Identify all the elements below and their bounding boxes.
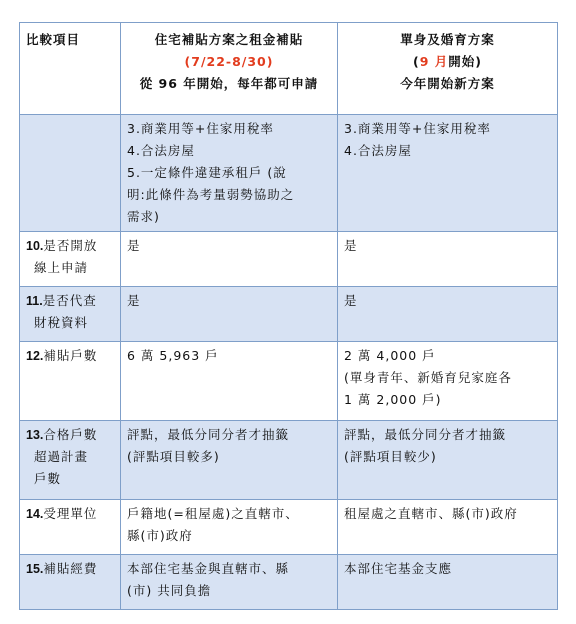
comparison-table — [19, 22, 558, 610]
table-row-continued — [20, 115, 558, 232]
row-number: 12. — [26, 349, 44, 363]
cell-text: 是 — [127, 238, 141, 253]
cell-text: 5.一定條件違建承租戶 (說 — [127, 165, 287, 180]
row-label-text: 補貼經費 — [43, 561, 98, 576]
cell-text: 2 萬 4,000 戶 — [344, 348, 436, 363]
header-col3-note: 今年開始新方案 — [400, 76, 495, 91]
cell-text: 3.商業用等+住家用稅率 — [344, 121, 491, 136]
table-row-subsidy-funding — [20, 555, 558, 610]
row-col2 — [121, 287, 338, 342]
table-row-accepting-unit — [20, 500, 558, 555]
cell-text: 4.合法房屋 — [127, 143, 195, 158]
header-col2-note: 從 96 年開始，每年都可申請 — [139, 76, 319, 91]
header-col2-dates: (7/22-8/30) — [184, 54, 274, 69]
row-label-empty — [20, 115, 121, 232]
cell-text: 戶籍地(=租屋處)之直轄市、 — [127, 506, 299, 521]
header-col2-title: 住宅補貼方案之租金補貼 — [154, 32, 304, 47]
cell-text: 評點，最低分同分者才抽籤 — [344, 427, 507, 442]
row-col3 — [338, 232, 558, 287]
cell-text: (單身青年、新婚育兒家庭各 — [344, 370, 512, 385]
row-number: 11. — [26, 294, 43, 308]
row-label-text: 超過計畫 — [34, 449, 89, 464]
row-label-text: 受理單位 — [43, 506, 98, 521]
cell-text: (評點項目較多) — [127, 449, 220, 464]
table-row-online-application — [20, 232, 558, 287]
header-single-marriage — [338, 23, 558, 115]
row-col3 — [338, 342, 558, 421]
row-col2 — [121, 421, 338, 500]
header-rent-subsidy — [121, 23, 338, 115]
row-col2 — [121, 342, 338, 421]
cell-text: 3.商業用等+住家用稅率 — [127, 121, 274, 136]
cell-text: 1 萬 2,000 戶) — [344, 392, 442, 407]
row-col3 — [338, 500, 558, 555]
header-col3-title: 單身及婚育方案 — [400, 32, 495, 47]
row-number: 15. — [26, 562, 44, 576]
row-label-text: 財稅資料 — [34, 315, 89, 330]
row-number: 13. — [26, 428, 44, 442]
row-col2 — [121, 555, 338, 610]
cell-text: 6 萬 5,963 戶 — [127, 348, 219, 363]
cell-text: 縣(市)政府 — [127, 528, 193, 543]
row-col2 — [121, 232, 338, 287]
row-label-text: 戶數 — [34, 471, 62, 486]
table-row-tax-data — [20, 287, 558, 342]
cell-text: 租屋處之直轄市、縣(市)政府 — [344, 506, 518, 521]
cell-text: (市) 共同負擔 — [127, 583, 212, 598]
header-col3-month — [344, 51, 551, 73]
cell-text: 4.合法房屋 — [344, 143, 412, 158]
cell-text: 是 — [344, 293, 358, 308]
row-label-text: 補貼戶數 — [43, 348, 98, 363]
cell-text: 評點，最低分同分者才抽籤 — [127, 427, 290, 442]
row-label-text: 是否開放 — [43, 238, 98, 253]
table-header-row — [20, 23, 558, 115]
cell-text: 是 — [127, 293, 141, 308]
header-col3-month-rest: 開始) — [448, 54, 482, 69]
row-label — [20, 287, 121, 342]
cell-text: 需求) — [127, 209, 160, 224]
row-col3 — [338, 287, 558, 342]
cell-text: 本部住宅基金支應 — [344, 561, 453, 576]
row-label-text: 線上申請 — [34, 260, 89, 275]
row-continued-col2 — [121, 115, 338, 232]
row-label — [20, 342, 121, 421]
row-continued-col3 — [338, 115, 558, 232]
row-label — [20, 500, 121, 555]
header-col3-month-open: ( — [413, 54, 420, 69]
cell-text: 本部住宅基金與直轄市、縣 — [127, 561, 290, 576]
row-label-text: 是否代查 — [42, 293, 97, 308]
header-col1-label: 比較項目 — [26, 32, 81, 47]
row-label — [20, 232, 121, 287]
header-col3-month-num: 9 月 — [419, 54, 449, 69]
cell-text: 明:此條件為考量弱勢協助之 — [127, 187, 295, 202]
table-row-qualified-exceed — [20, 421, 558, 500]
row-label — [20, 555, 121, 610]
table-row-subsidy-households — [20, 342, 558, 421]
row-label — [20, 421, 121, 500]
row-number: 14. — [26, 507, 44, 521]
header-compare-item — [20, 23, 121, 115]
cell-text: (評點項目較少) — [344, 449, 437, 464]
row-number: 10. — [26, 239, 44, 253]
row-col3 — [338, 421, 558, 500]
row-label-text: 合格戶數 — [43, 427, 98, 442]
row-col2 — [121, 500, 338, 555]
cell-text: 是 — [344, 238, 358, 253]
row-col3 — [338, 555, 558, 610]
